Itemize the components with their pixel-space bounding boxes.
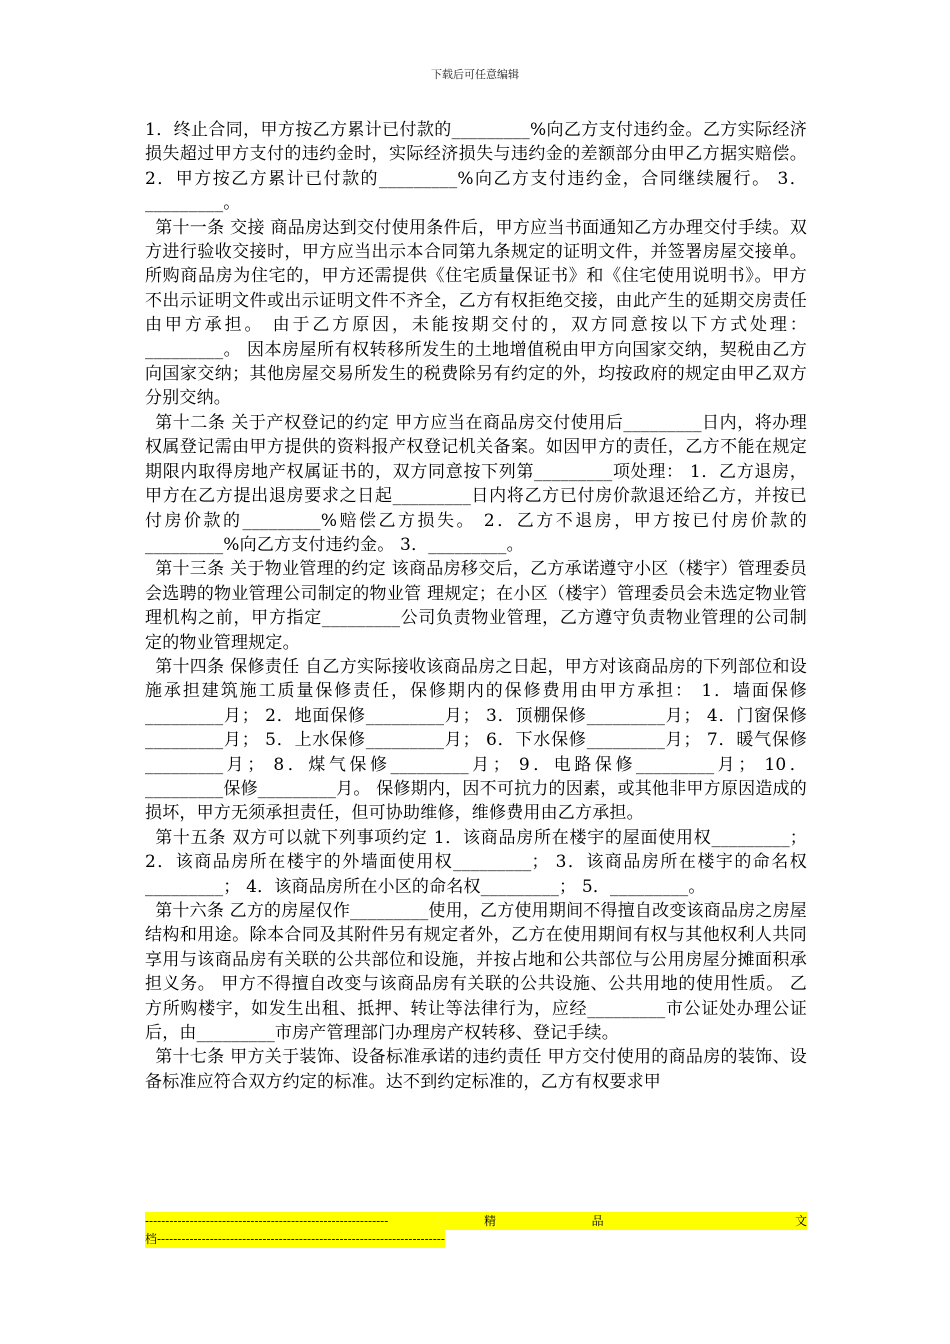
footer-line-2: 档----------------------------------------------------------------------- — [145, 1232, 445, 1246]
paragraph-termination-clause: 1．终止合同，甲方按乙方累计已付款的_________%向乙方支付违约金。乙方实际经济损失超过甲方支付的违约金时，实际经济损失与违约金的差额部分由甲乙方据实赔偿。 2．甲方按乙方累计已付款的_________%向乙方支付违约金，合同继续履行。 3．_________。 — [145, 120, 807, 214]
document-body — [145, 118, 807, 1094]
footer-word-1: 精 — [483, 1214, 496, 1228]
footer-dashes: ------------------------------------------------------------ — [145, 1214, 389, 1228]
paragraph-article-11: 第十一条 交接 商品房达到交付使用条件后，甲方应当书面通知乙方办理交付手续。双方进行验收交接时，甲方应当出示本合同第九条规定的证明文件，并签署房屋交接单。所购商品房为住宅的，甲方还需提供《住宅质量保证书》和《住宅使用说明书》。甲方不出示证明文件或出示证明文件不齐全，乙方有权拒绝交接，由此产生的延期交房责任由甲方承担。 由于乙方原因，未能按期交付的，双方同意按以下方式处理：_________。 因本房屋所有权转移所发生的土地增值税由甲方向国家交纳，契税由乙方向国家交纳；其他房屋交易所发生的税费除另有约定的外，均按政府的规定由甲乙双方分别交纳。 — [145, 217, 807, 409]
paragraph-article-17: 第十七条 甲方关于装饰、设备标准承诺的违约责任 甲方交付使用的商品房的装饰、设备标准应符合双方约定的标准。达不到约定标准的，乙方有权要求甲 — [145, 1047, 807, 1092]
footer-banner — [145, 1212, 807, 1248]
paragraph-article-12: 第十二条 关于产权登记的约定 甲方应当在商品房交付使用后_________日内，将办理权属登记需由甲方提供的资料报产权登记机关备案。如因甲方的责任，乙方不能在规定期限内取得房地产权属证书的，双方同意按下列第_________项处理： 1．乙方退房，甲方在乙方提出退房要求之日起_________日内将乙方已付房价款退还给乙方，并按已付房价款的_________%赔偿乙方损失。 2．乙方不退房，甲方按已付房价款的_________%向乙方支付违约金。 3．_________。 — [145, 412, 807, 555]
paragraph-article-13: 第十三条 关于物业管理的约定 该商品房移交后，乙方承诺遵守小区（楼宇）管理委员会选聘的物业管理公司制定的物业管 理规定；在小区（楼宇）管理委员会未选定物业管理机构之前，甲方指定_________公司负责物业管理，乙方遵守负责物业管理的公司制定的物业管理规定。 — [145, 559, 807, 653]
footer-word-2: 品 — [591, 1214, 604, 1228]
footer-word-3: 文 — [794, 1214, 807, 1228]
footer-line-1 — [145, 1212, 807, 1230]
paragraph-article-15: 第十五条 双方可以就下列事项约定 1．该商品房所在楼宇的屋面使用权_________； 2．该商品房所在楼宇的外墙面使用权_________； 3．该商品房所在楼宇的命名权_________； 4．该商品房所在小区的命名权_________； 5．_________。 — [145, 827, 807, 897]
page-header: 下载后可任意编辑 — [431, 68, 519, 81]
paragraph-article-14: 第十四条 保修责任 自乙方实际接收该商品房之日起，甲方对该商品房的下列部位和设施承担建筑施工质量保修责任，保修期内的保修费用由甲方承担： 1．墙面保修_________月； 2．地面保修_________月； 3．顶棚保修_________月； 4．门窗保修_________月； 5．上水保修_________月； 6．下水保修_________月； 7．暖气保修_________月； 8．煤气保修_________月； 9．电路保修_________月； 10．_________保修_________月。 保修期内，因不可抗力的因素，或其他非甲方原因造成的损坏，甲方无须承担责任，但可协助维修，维修费用由乙方承担。 — [145, 656, 807, 824]
paragraph-article-16: 第十六条 乙方的房屋仅作_________使用，乙方使用期间不得擅自改变该商品房之房屋结构和用途。除本合同及其附件另有规定者外，乙方在使用期间有权与其他权利人共同享用与该商品房有关联的公共部位和设施，并按占地和公共部位与公用房屋分摊面积承担义务。 甲方不得擅自改变与该商品房有关联的公共设施、公共用地的使用性质。 乙方所购楼宇，如发生出租、抵押、转让等法律行为，应经_________市公证处办理公证后，由_________市房产管理部门办理房产权转移、登记手续。 — [145, 901, 807, 1044]
